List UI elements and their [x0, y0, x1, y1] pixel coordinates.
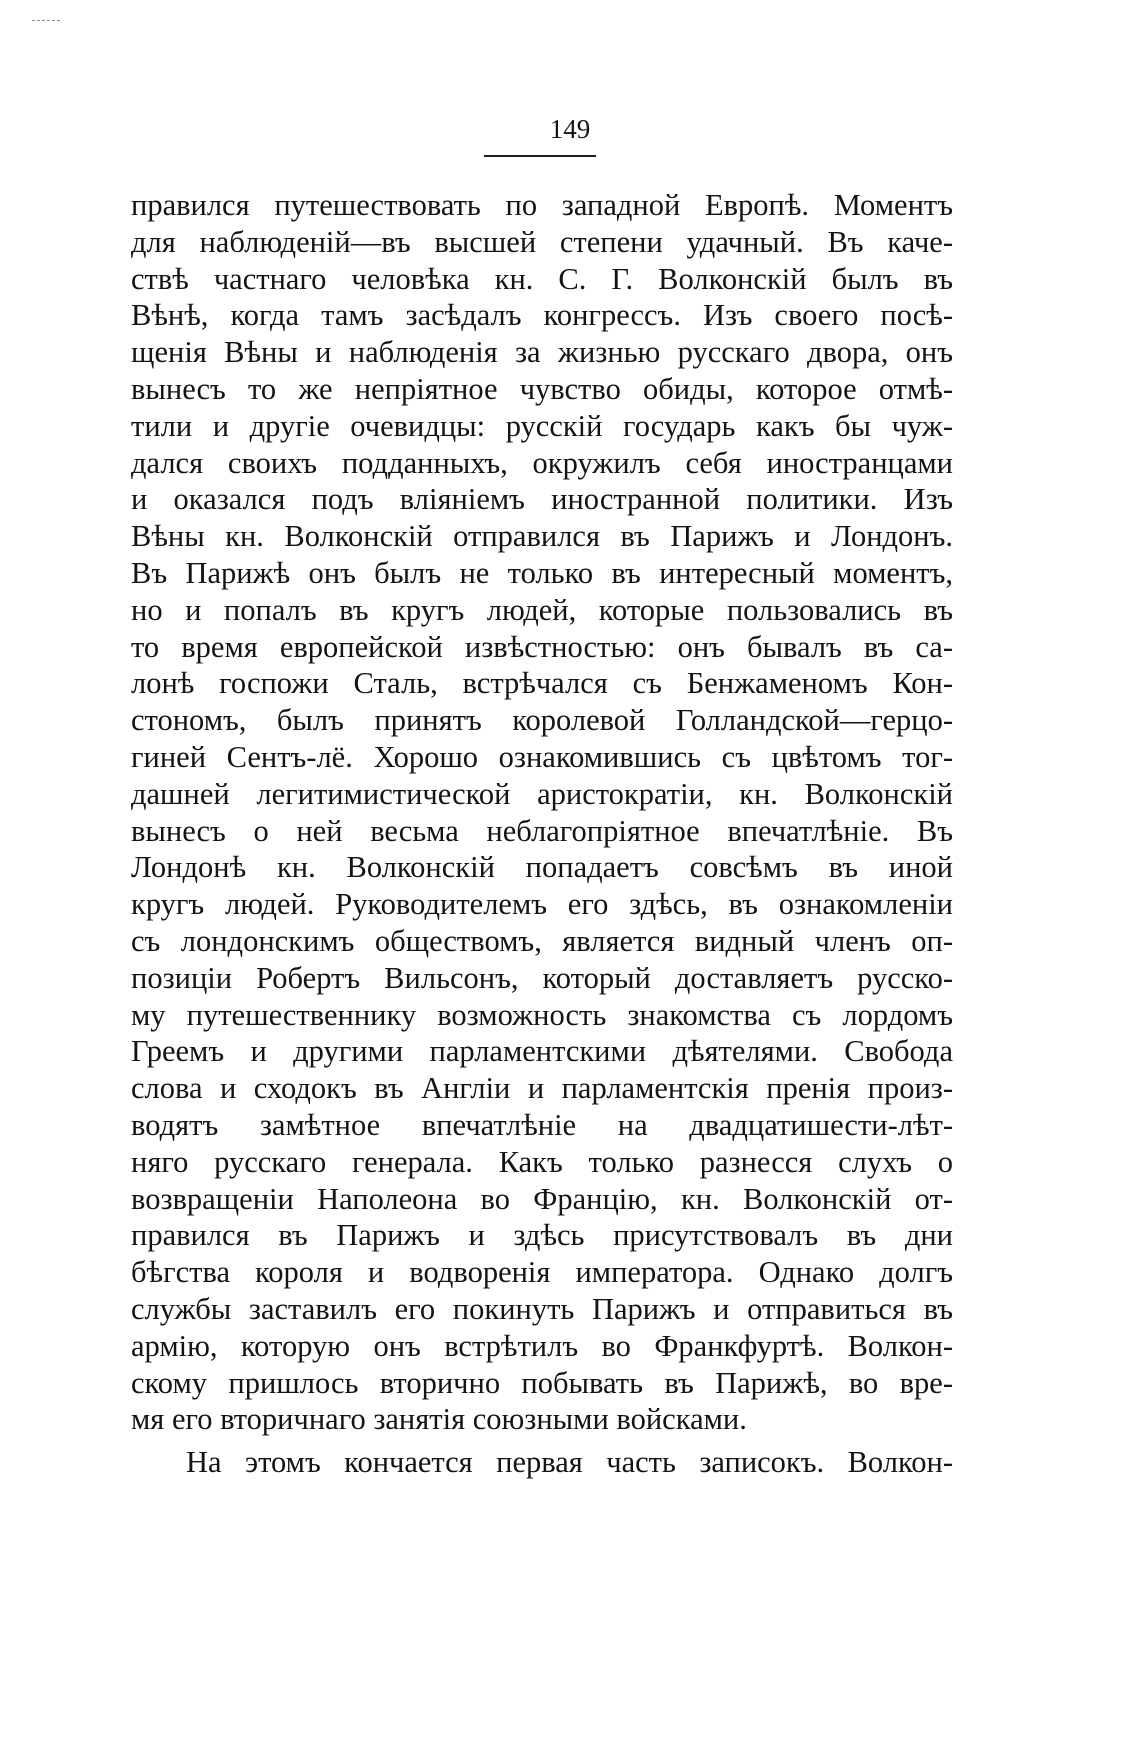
text-line: лонѣ госпожи Сталь, встрѣчался съ Бенжаменомъ Кон- [131, 666, 953, 701]
text-line: щенія Вѣны и наблюденія за жизнью русскаго двора, онъ [131, 335, 953, 370]
text-line: няго русскаго генерала. Какъ только разнесся слухъ о [131, 1144, 953, 1179]
paragraph-1 [131, 187, 953, 1438]
scan-mark [32, 20, 60, 21]
text-line: правился въ Парижъ и здѣсь присутствовалъ въ дни [131, 1218, 953, 1253]
text-line: но и попалъ въ кругъ людей, которые пользовались въ [131, 592, 953, 627]
text-line: и оказался подъ вліяніемъ иностранной политики. Изъ [131, 482, 953, 517]
body-text [131, 187, 953, 1481]
text-line: гиней Сентъ-лё. Хорошо ознакомившись съ цвѣтомъ тог- [131, 739, 953, 774]
text-line: возвращеніи Наполеона во Францію, кн. Волконскій от- [131, 1181, 953, 1216]
text-line: Въ Парижѣ онъ былъ не только въ интересный моментъ, [131, 555, 953, 590]
text-line: дался своихъ подданныхъ, окружилъ себя иностранцами [131, 445, 953, 480]
text-line: тили и другіе очевидцы: русскій государь какъ бы чуж- [131, 408, 953, 443]
text-line: для наблюденій—въ высшей степени удачный. Въ каче- [131, 224, 953, 259]
text-line: му путешественнику возможность знакомства съ лордомъ [131, 997, 953, 1032]
text-line: стономъ, былъ принятъ королевой Голландской—герцо- [131, 703, 953, 738]
text-line: слова и сходокъ въ Англіи и парламентскія пренія произ- [131, 1071, 953, 1106]
text-line: съ лондонскимъ обществомъ, является видный членъ оп- [131, 923, 953, 958]
text-line: армію, которую онъ встрѣтилъ во Франкфуртѣ. Волкон- [131, 1328, 953, 1363]
paragraph-2 [131, 1444, 953, 1481]
text-line: дашней легитимистической аристократіи, кн. Волконскій [131, 776, 953, 811]
text-line: правился путешествовать по западной Европѣ. Моментъ [131, 188, 953, 222]
text-line: На этомъ кончается первая часть записокъ. Волкон- [186, 1445, 953, 1480]
text-line: позиціи Робертъ Вильсонъ, который доставляетъ русско- [131, 960, 953, 995]
text-line: мя его вторичнаго занятія союзными войсками. [131, 1402, 747, 1437]
text-line: Лондонѣ кн. Волконскій попадаетъ совсѣмъ въ иной [131, 850, 953, 885]
text-line: кругъ людей. Руководителемъ его здѣсь, въ ознакомленіи [131, 887, 953, 922]
text-line: скому пришлось вторично побывать въ Парижѣ, во вре- [131, 1365, 953, 1400]
text-line: ствѣ частнаго человѣка кн. С. Г. Волконскій былъ въ [131, 261, 953, 296]
text-line: то время европейской извѣстностью: онъ бывалъ въ са- [131, 629, 953, 664]
text-line: водятъ замѣтное впечатлѣніе на двадцатишести-лѣт- [131, 1107, 953, 1142]
text-line: бѣгства короля и водворенія императора. Однако долгъ [131, 1255, 953, 1290]
text-line: вынесъ о ней весьма неблагопріятное впечатлѣніе. Въ [131, 813, 953, 848]
text-line: Греемъ и другими парламентскими дѣятелями. Свобода [131, 1034, 953, 1069]
page-number: 149 [549, 114, 591, 144]
page-number-rule [484, 155, 596, 157]
text-line: Вѣны кн. Волконскій отправился въ Парижъ и Лондонъ. [131, 519, 953, 554]
text-line: Вѣнѣ, когда тамъ засѣдалъ конгрессъ. Изъ своего посѣ- [131, 298, 953, 333]
text-line: вынесъ то же непріятное чувство обиды, которое отмѣ- [131, 371, 953, 406]
text-line: службы заставилъ его покинуть Парижъ и отправиться въ [131, 1291, 953, 1326]
page-header [0, 112, 1140, 150]
